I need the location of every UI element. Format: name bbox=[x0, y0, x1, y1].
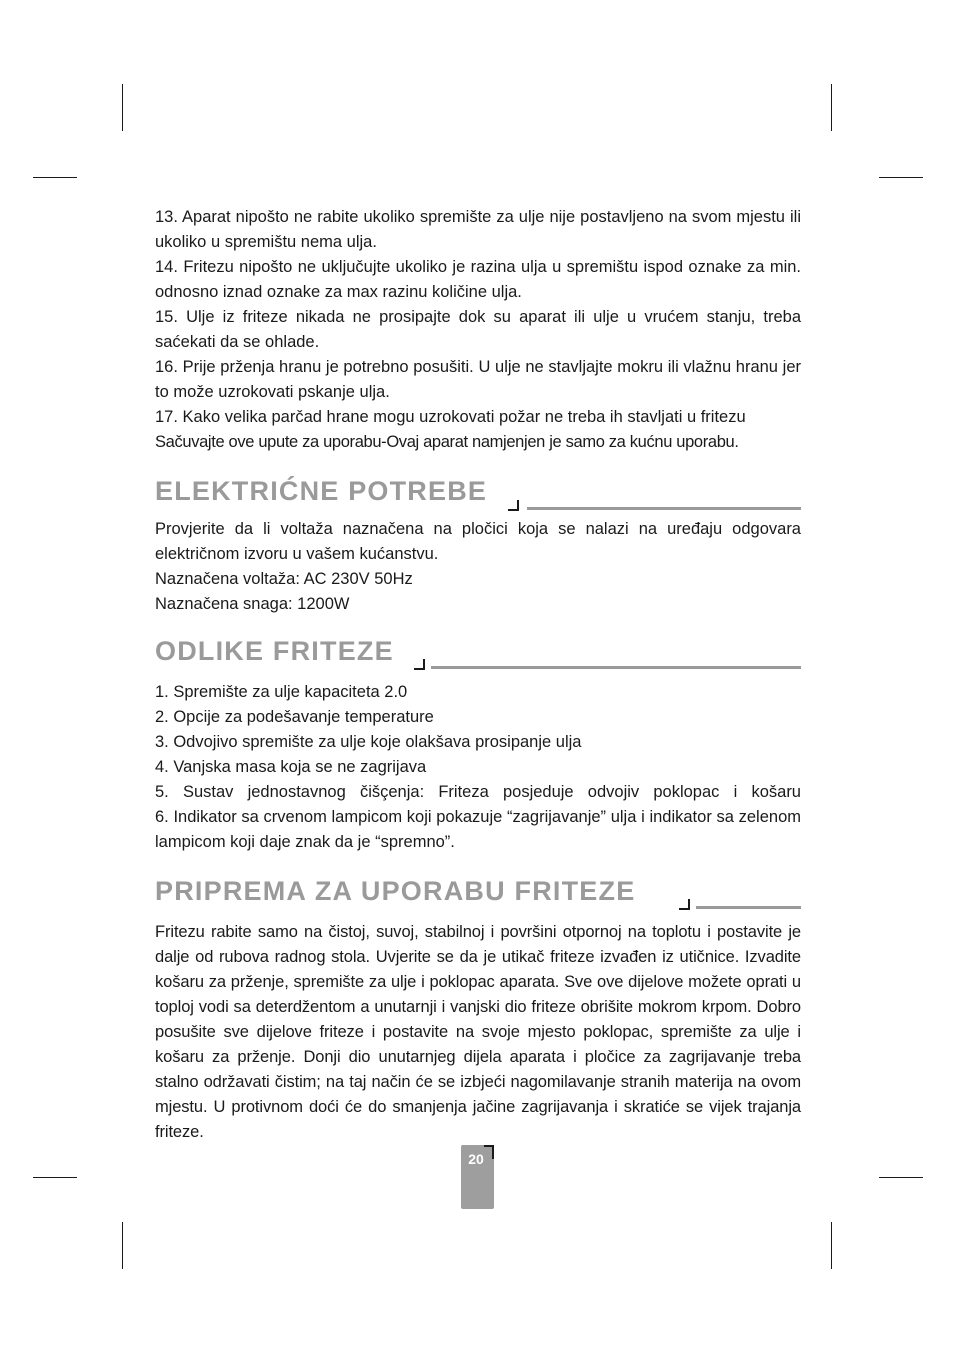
safety-item-16: 16. Prije prženja hranu je potrebno posušiti. U ulje ne stavljajte mokru ili vlažnu hranu jer to može uzrokovati pskanje ulja. bbox=[155, 358, 801, 401]
feature-item: 6. Indikator sa crvenom lampicom koji pokazuje “zagrijavanje” ulja i indikator sa zelenom lampicom koji daje znak da je “spremno”. bbox=[155, 808, 801, 851]
feature-item: 3. Odvojivo spremište za ulje koje olakšava prosipanje ulja bbox=[155, 733, 582, 751]
safety-item-13: 13. Aparat nipošto ne rabite ukoliko spremište za ulje nije postavljeno na svom mjestu ili ukoliko u spremištu nema ulja. bbox=[155, 208, 801, 251]
heading-rule bbox=[431, 666, 801, 669]
save-instructions-note: Sačuvajte ove upute za uporabu-Ovaj aparat namjenjen je samo za kućnu uporabu. bbox=[155, 433, 739, 451]
page-tab-corner-mark bbox=[484, 1145, 494, 1159]
heading-corner-mark bbox=[508, 500, 519, 511]
page-number: 20 bbox=[468, 1151, 484, 1167]
crop-mark-bottom-left-horizontal bbox=[33, 1177, 77, 1178]
features-heading-title: ODLIKE FRITEZE bbox=[155, 636, 394, 666]
feature-item: 1. Spremište za ulje kapaciteta 2.0 bbox=[155, 683, 408, 701]
crop-mark-bottom-right-vertical bbox=[831, 1222, 832, 1269]
heading-rule bbox=[527, 507, 801, 510]
feature-item: 2. Opcije za podešavanje temperature bbox=[155, 708, 434, 726]
crop-mark-top-right-vertical bbox=[831, 84, 832, 131]
crop-mark-bottom-right-horizontal bbox=[879, 1177, 923, 1178]
preparation-heading-title: PRIPREMA ZA UPORABU FRITEZE bbox=[155, 876, 636, 906]
section-heading-preparation bbox=[155, 855, 801, 909]
electric-heading-title: ELEKTRIĆNE POTREBE bbox=[155, 476, 488, 506]
crop-mark-top-right-horizontal bbox=[879, 177, 923, 178]
electric-voltage-check: Provjerite da li voltaža naznačena na pločici koja se nalazi na uređaju odgovara električnom izvoru u vašem kućanstvu. bbox=[155, 520, 801, 563]
page-number-tab bbox=[461, 1145, 494, 1209]
electric-rated-power: Naznačena snaga: 1200W bbox=[155, 595, 350, 613]
crop-mark-bottom-left-vertical bbox=[122, 1222, 123, 1269]
preparation-paragraph: Fritezu rabite samo na čistoj, suvoj, stabilnoj i površini otpornoj na toplotu i postavite je dalje od rubova radnog stola. Uvjerite se da je utikač friteze izvađen iz utičnice. Izvadite košaru za prženje, spremište za ulje i poklopac aparata. Sve ove dijelove možete oprati u toploj vodi sa deterdžentom a unutarnji i vanjski dio friteze obrišite mokrom krpom. Dobro posušite sve dijelove friteze i postavite na svoje mjesto poklopac, spremište za ulje i košaru za prženje. Donji dio unutarnjeg dijela aparata i pločice za zagrijavanje treba stalno održavati čistim; na taj način će se izbjeći nagomilavanje stranih materija na ovom mjestu. U protivnom doći će do smanjenja jačine zagrijavanja i skratiće se vijek trajanja friteze. bbox=[155, 923, 801, 1141]
heading-corner-mark bbox=[679, 899, 690, 910]
section-heading-electric bbox=[155, 455, 801, 511]
feature-item: 5. Sustav jednostavnog čišçenja: Friteza posjeduje odvojiv poklopac i košaru bbox=[155, 783, 801, 801]
heading-rule bbox=[696, 906, 801, 909]
feature-item: 4. Vanjska masa koja se ne zagrijava bbox=[155, 758, 427, 776]
section-heading-features bbox=[155, 617, 801, 669]
electric-rated-voltage: Naznačena voltaža: AC 230V 50Hz bbox=[155, 570, 413, 588]
crop-mark-top-left-vertical bbox=[122, 84, 123, 131]
safety-item-14: 14. Fritezu nipošto ne uključujte ukoliko je razina ulja u spremištu ispod oznake za min. odnosno iznad oznake za max razinu količine ulja. bbox=[155, 258, 801, 301]
heading-corner-mark bbox=[414, 659, 425, 670]
page-content bbox=[155, 205, 801, 1145]
safety-item-17: 17. Kako velika parčad hrane mogu uzrokovati požar ne treba ih stavljati u fritezu bbox=[155, 408, 746, 426]
safety-item-15: 15. Ulje iz friteze nikada ne prosipajte dok su aparat ili ulje u vrućem stanju, treba saćekati da se ohlade. bbox=[155, 308, 801, 351]
crop-mark-top-left-horizontal bbox=[33, 177, 77, 178]
